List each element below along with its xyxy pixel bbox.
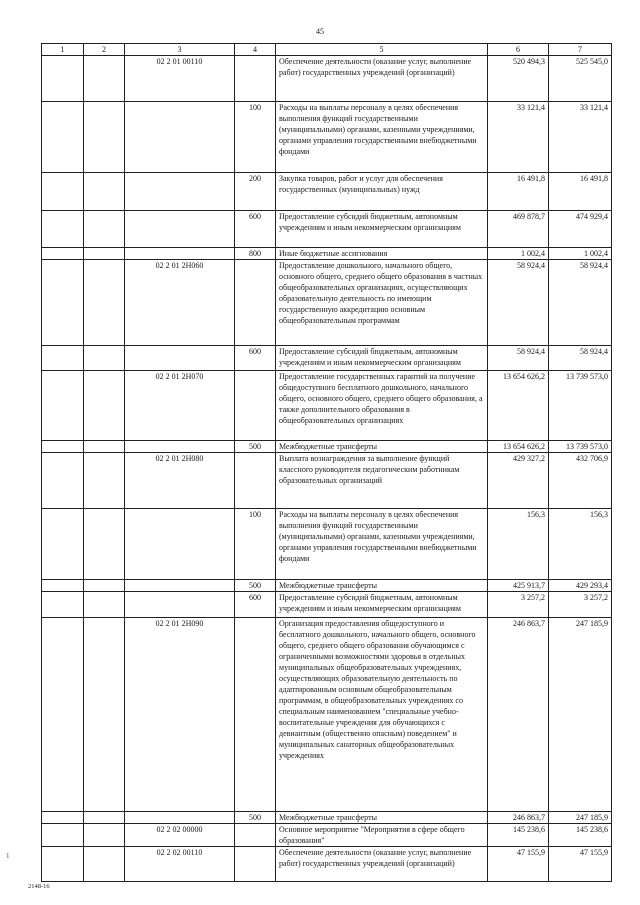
cell-col1 xyxy=(42,618,84,812)
amount-year1-cell: 156,3 xyxy=(488,509,549,580)
cell-col1 xyxy=(42,173,84,211)
cell-col1 xyxy=(42,346,84,371)
cell-col2 xyxy=(84,260,125,346)
table-row xyxy=(42,441,612,453)
program-code-cell xyxy=(125,173,235,211)
expenditure-name-cell: Иные бюджетные ассигнования xyxy=(276,248,488,260)
table-row xyxy=(42,173,612,211)
column-header: 1 xyxy=(42,44,84,56)
amount-year2-cell: 429 293,4 xyxy=(549,580,612,592)
cell-col2 xyxy=(84,618,125,812)
cell-col2 xyxy=(84,441,125,453)
expenditure-name-cell: Межбюджетные трансферты xyxy=(276,812,488,824)
amount-year2-cell: 432 706,9 xyxy=(549,453,612,509)
expense-type-code-cell: 800 xyxy=(235,248,276,260)
cell-col1 xyxy=(42,580,84,592)
table-row xyxy=(42,453,612,509)
expenditure-name-cell: Предоставление дошкольного, начального общего, основного общего, среднего общего образования в частных общеобразовательных организациях, осуществляющих образовательную деятельность по имеющим государственную аккредитацию основным общеобразовательным программам xyxy=(276,260,488,346)
expense-type-code-cell: 100 xyxy=(235,509,276,580)
amount-year2-cell: 1 002,4 xyxy=(549,248,612,260)
column-header: 2 xyxy=(84,44,125,56)
cell-col1 xyxy=(42,824,84,847)
expenditure-name-cell: Выплата вознаграждения за выполнение функций классного руководителя педагогическим работникам образовательных организаций xyxy=(276,453,488,509)
expense-type-code-cell: 100 xyxy=(235,102,276,173)
amount-year2-cell: 13 739 573,0 xyxy=(549,441,612,453)
expense-type-code-cell xyxy=(235,618,276,812)
program-code-cell xyxy=(125,580,235,592)
amount-year1-cell: 469 878,7 xyxy=(488,211,549,248)
expenditure-name-cell: Расходы на выплаты персоналу в целях обеспечения выполнения функций государственными (муниципальными) органами, казенными учреждениями, органами управления государственными внебюджетными фондами xyxy=(276,102,488,173)
program-code-cell xyxy=(125,592,235,618)
cell-col1 xyxy=(42,102,84,173)
expenditure-name-cell: Обеспечение деятельности (оказание услуг, выполнение работ) государственных учреждений (организаций) xyxy=(276,56,488,102)
cell-col2 xyxy=(84,580,125,592)
amount-year2-cell: 58 924,4 xyxy=(549,346,612,371)
cell-col2 xyxy=(84,453,125,509)
expense-type-code-cell xyxy=(235,847,276,882)
amount-year2-cell: 3 257,2 xyxy=(549,592,612,618)
table-row xyxy=(42,580,612,592)
table-row xyxy=(42,260,612,346)
column-header: 6 xyxy=(488,44,549,56)
amount-year1-cell: 58 924,4 xyxy=(488,260,549,346)
expense-type-code-cell xyxy=(235,260,276,346)
cell-col1 xyxy=(42,847,84,882)
table-row xyxy=(42,824,612,847)
table-row xyxy=(42,812,612,824)
cell-col2 xyxy=(84,102,125,173)
amount-year1-cell: 246 863,7 xyxy=(488,618,549,812)
table-row xyxy=(42,102,612,173)
expense-type-code-cell: 500 xyxy=(235,580,276,592)
program-code-cell: 02 2 02 00110 xyxy=(125,847,235,882)
cell-col1 xyxy=(42,441,84,453)
cell-col2 xyxy=(84,509,125,580)
cell-col2 xyxy=(84,211,125,248)
amount-year1-cell: 47 155,9 xyxy=(488,847,549,882)
header-row xyxy=(42,44,612,56)
amount-year1-cell: 1 002,4 xyxy=(488,248,549,260)
budget-table xyxy=(41,43,612,882)
cell-col2 xyxy=(84,56,125,102)
expenditure-name-cell: Обеспечение деятельности (оказание услуг, выполнение работ) государственных учреждений (организаций) xyxy=(276,847,488,882)
program-code-cell xyxy=(125,441,235,453)
expenditure-name-cell: Предоставление субсидий бюджетным, автономным учреждениям и иным некоммерческим организациям xyxy=(276,211,488,248)
table-row xyxy=(42,847,612,882)
amount-year2-cell: 58 924,4 xyxy=(549,260,612,346)
expenditure-name-cell: Межбюджетные трансферты xyxy=(276,580,488,592)
amount-year1-cell: 145 238,6 xyxy=(488,824,549,847)
amount-year1-cell: 13 654 626,2 xyxy=(488,441,549,453)
column-header: 4 xyxy=(235,44,276,56)
program-code-cell xyxy=(125,812,235,824)
expense-type-code-cell xyxy=(235,824,276,847)
cell-col1 xyxy=(42,509,84,580)
table-row xyxy=(42,248,612,260)
amount-year2-cell: 13 739 573,0 xyxy=(549,371,612,441)
amount-year2-cell: 16 491,8 xyxy=(549,173,612,211)
program-code-cell: 02 2 01 2Н080 xyxy=(125,453,235,509)
expense-type-code-cell: 600 xyxy=(235,592,276,618)
column-header: 3 xyxy=(125,44,235,56)
cell-col2 xyxy=(84,812,125,824)
cell-col1 xyxy=(42,248,84,260)
expense-type-code-cell xyxy=(235,371,276,441)
expenditure-name-cell: Предоставление государственных гарантий на получение общедоступного бесплатного дошкольного, начального общего, основного общего, среднего общего образования, а также дополнительного образования в общеобразовательных организациях xyxy=(276,371,488,441)
amount-year1-cell: 58 924,4 xyxy=(488,346,549,371)
column-header: 5 xyxy=(276,44,488,56)
cell-col2 xyxy=(84,346,125,371)
expense-type-code-cell: 500 xyxy=(235,441,276,453)
expenditure-name-cell: Расходы на выплаты персоналу в целях обеспечения выполнения функций государственными (муниципальными) органами, казенными учреждениями, органами управления государственными внебюджетными фондами xyxy=(276,509,488,580)
amount-year2-cell: 145 238,6 xyxy=(549,824,612,847)
amount-year1-cell: 13 654 626,2 xyxy=(488,371,549,441)
expenditure-name-cell: Предоставление субсидий бюджетным, автономным учреждениям и иным некоммерческим организациям xyxy=(276,346,488,371)
amount-year1-cell: 33 121,4 xyxy=(488,102,549,173)
amount-year2-cell: 33 121,4 xyxy=(549,102,612,173)
expense-type-code-cell: 600 xyxy=(235,346,276,371)
table-row xyxy=(42,211,612,248)
expenditure-name-cell: Организация предоставления общедоступного и бесплатного дошкольного, начального общего, основного общего, среднего общего образования обучающимся с ограниченными возможностями здоровья в отдельных муниципальных общеобразовательных учреждениях, осуществляющих образовательную деятельность по адаптированным основным общеобразовательным программам, в общеобразовательных учреждениях со специальным наименованием "специальные учебно-воспитательные учреждения для обучающихся с девиантным (общественно опасным) поведением" и муниципальных санаторных общеобразовательных учреждениях xyxy=(276,618,488,812)
column-header: 7 xyxy=(549,44,612,56)
cell-col2 xyxy=(84,173,125,211)
table-row xyxy=(42,509,612,580)
expense-type-code-cell: 500 xyxy=(235,812,276,824)
cell-col1 xyxy=(42,453,84,509)
expense-type-code-cell: 600 xyxy=(235,211,276,248)
program-code-cell: 02 2 01 2Н070 xyxy=(125,371,235,441)
margin-mark: 1 xyxy=(6,852,10,860)
amount-year2-cell: 525 545,0 xyxy=(549,56,612,102)
amount-year1-cell: 246 863,7 xyxy=(488,812,549,824)
program-code-cell: 02 2 02 00000 xyxy=(125,824,235,847)
document-code: 2148-16 xyxy=(28,883,50,890)
amount-year2-cell: 474 929,4 xyxy=(549,211,612,248)
program-code-cell: 02 2 01 2Н090 xyxy=(125,618,235,812)
expense-type-code-cell xyxy=(235,453,276,509)
program-code-cell xyxy=(125,346,235,371)
cell-col1 xyxy=(42,56,84,102)
amount-year1-cell: 3 257,2 xyxy=(488,592,549,618)
amount-year2-cell: 247 185,9 xyxy=(549,618,612,812)
amount-year1-cell: 425 913,7 xyxy=(488,580,549,592)
expenditure-name-cell: Основное мероприятие "Мероприятия в сфере общего образования" xyxy=(276,824,488,847)
expenditure-name-cell: Межбюджетные трансферты xyxy=(276,441,488,453)
page-number: 45 xyxy=(316,27,324,36)
amount-year2-cell: 156,3 xyxy=(549,509,612,580)
table-body xyxy=(42,56,612,882)
cell-col2 xyxy=(84,592,125,618)
table-row xyxy=(42,56,612,102)
cell-col2 xyxy=(84,847,125,882)
amount-year1-cell: 520 494,3 xyxy=(488,56,549,102)
cell-col1 xyxy=(42,211,84,248)
cell-col1 xyxy=(42,812,84,824)
program-code-cell: 02 2 01 00110 xyxy=(125,56,235,102)
cell-col2 xyxy=(84,248,125,260)
program-code-cell xyxy=(125,248,235,260)
amount-year2-cell: 247 185,9 xyxy=(549,812,612,824)
cell-col1 xyxy=(42,592,84,618)
table-row xyxy=(42,618,612,812)
cell-col2 xyxy=(84,824,125,847)
expenditure-name-cell: Предоставление субсидий бюджетным, автономным учреждениям и иным некоммерческим организациям xyxy=(276,592,488,618)
expenditure-name-cell: Закупка товаров, работ и услуг для обеспечения государственных (муниципальных) нужд xyxy=(276,173,488,211)
expense-type-code-cell xyxy=(235,56,276,102)
table-row xyxy=(42,592,612,618)
expense-type-code-cell: 200 xyxy=(235,173,276,211)
cell-col1 xyxy=(42,260,84,346)
program-code-cell: 02 2 01 2Н060 xyxy=(125,260,235,346)
cell-col2 xyxy=(84,371,125,441)
program-code-cell xyxy=(125,102,235,173)
amount-year1-cell: 16 491,8 xyxy=(488,173,549,211)
amount-year1-cell: 429 327,2 xyxy=(488,453,549,509)
program-code-cell xyxy=(125,211,235,248)
cell-col1 xyxy=(42,371,84,441)
amount-year2-cell: 47 155,9 xyxy=(549,847,612,882)
table-row xyxy=(42,371,612,441)
table-row xyxy=(42,346,612,371)
program-code-cell xyxy=(125,509,235,580)
